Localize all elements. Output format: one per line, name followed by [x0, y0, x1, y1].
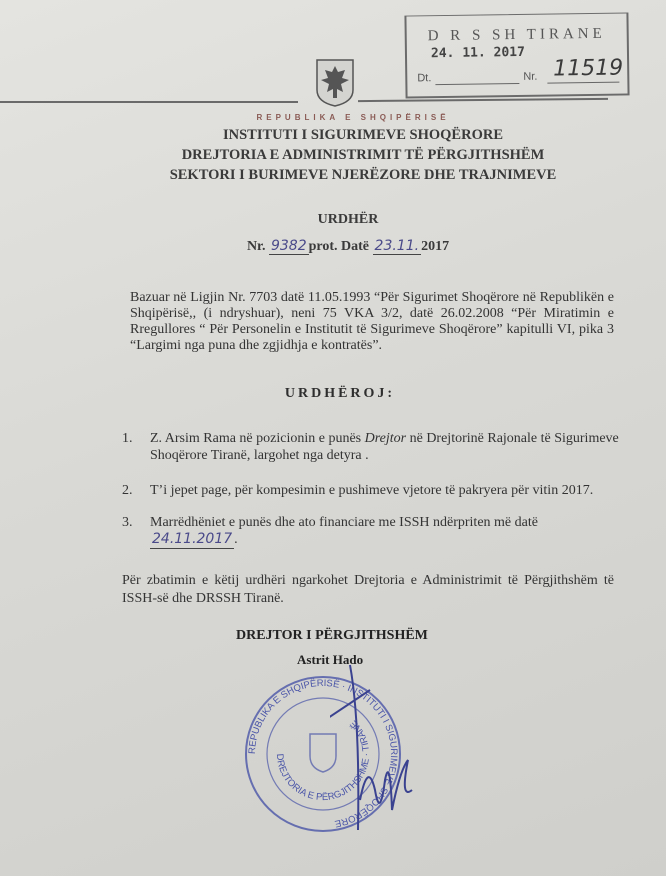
order-item-2 — [122, 482, 622, 499]
order-year: 2017 — [421, 239, 450, 254]
preamble-paragraph: Bazuar në Ligjin Nr. 7703 datë 11.05.1993 “Për Sigurimet Shoqërore në Republikën e Shqipërisë,, (i ndryshuar), neni 75 VKA 3/2, datë 26.02.2008 “Për Miratimin e Rregullores “ Për Personelin e Institutit të Sigurimeve Shoqërore” kapitulli VI, pika 3 “Largimi nga puna dhe zgjidhja e kontratës”. — [130, 290, 614, 353]
header-directorate: DREJTORIA E ADMINISTRIMIT TË PËRGJITHSHËM — [181, 147, 545, 163]
stamp-dt-label: Dt. — [417, 72, 432, 85]
order-item-3 — [122, 514, 622, 549]
stamp-dt-line — [435, 83, 519, 85]
item-position: Drejtor — [364, 431, 407, 446]
header-institute: INSTITUTI I SIGURIMEVE SHOQËRORE — [222, 127, 503, 143]
order-number-line — [0, 238, 666, 255]
header-rule-right — [358, 98, 608, 102]
signatory-title: DREJTOR I PËRGJITHSHËM — [236, 628, 428, 643]
registry-stamp — [404, 12, 629, 98]
order-nr-value: 9382 — [270, 238, 307, 254]
stamp-title: D R S SH TIRANE — [427, 25, 606, 45]
stamp-nr-line — [547, 82, 619, 84]
item-number: 2. — [122, 483, 133, 498]
republic-label: REPUBLIKA E SHQIPËRISË — [256, 113, 450, 122]
item-text: T’i jepet page, për kompesimin e pushimeve vjetore të pakryera për vitin 2017. — [150, 483, 594, 498]
header-sector: SEKTORI I BURIMEVE NJERËZORE DHE TRAJNIMEVE — [169, 167, 557, 183]
stamp-number: 11519 — [553, 55, 624, 82]
item-number: 3. — [122, 515, 133, 530]
header-rule-left — [0, 101, 298, 103]
signatory-name: Astrit Hado — [297, 652, 364, 667]
seal-text-top: REPUBLIKA E SHQIPËRISË · INSTITUTI I SIGURIMEVE SHOQËRORE — [246, 677, 400, 829]
stamp-nr-label: Nr. — [523, 70, 538, 83]
coat-of-arms-emblem-icon — [315, 58, 355, 108]
item-end: . — [234, 532, 238, 547]
orders-heading: URDHËROJ: — [284, 386, 396, 401]
item-number: 1. — [122, 431, 133, 446]
item-text-cont: në Drejtorinë Rajonale të Sigurimeve Shoqërore Tiranë, largohet nga detyra . — [150, 431, 619, 463]
order-item-1 — [122, 430, 622, 464]
handwritten-signature-icon — [330, 660, 440, 840]
order-date-value: 23.11. — [374, 238, 420, 254]
item-text: Z. Arsim Rama në pozicionin e punës — [150, 431, 365, 446]
termination-date: 24.11.2017 — [152, 531, 233, 547]
seal-text-bottom: DREJTORIA E PËRGJITHSHME · TIRANË — [273, 717, 373, 804]
closing-paragraph: Për zbatimin e këtij urdhëri ngarkohet Drejtoria e Administrimit të Përgjithshëm të ISSH-së dhe DRSSH Tiranë. — [122, 573, 614, 606]
order-title: URDHËR — [317, 212, 379, 227]
order-nr-label: Nr. — [246, 239, 266, 254]
item-text: Marrëdhëniet e punës dhe ato financiare me ISSH ndërpriten më datë — [150, 515, 538, 530]
stamp-date: 24. 11. 2017 — [430, 44, 525, 62]
order-prot-label: prot. Datë — [308, 239, 370, 254]
